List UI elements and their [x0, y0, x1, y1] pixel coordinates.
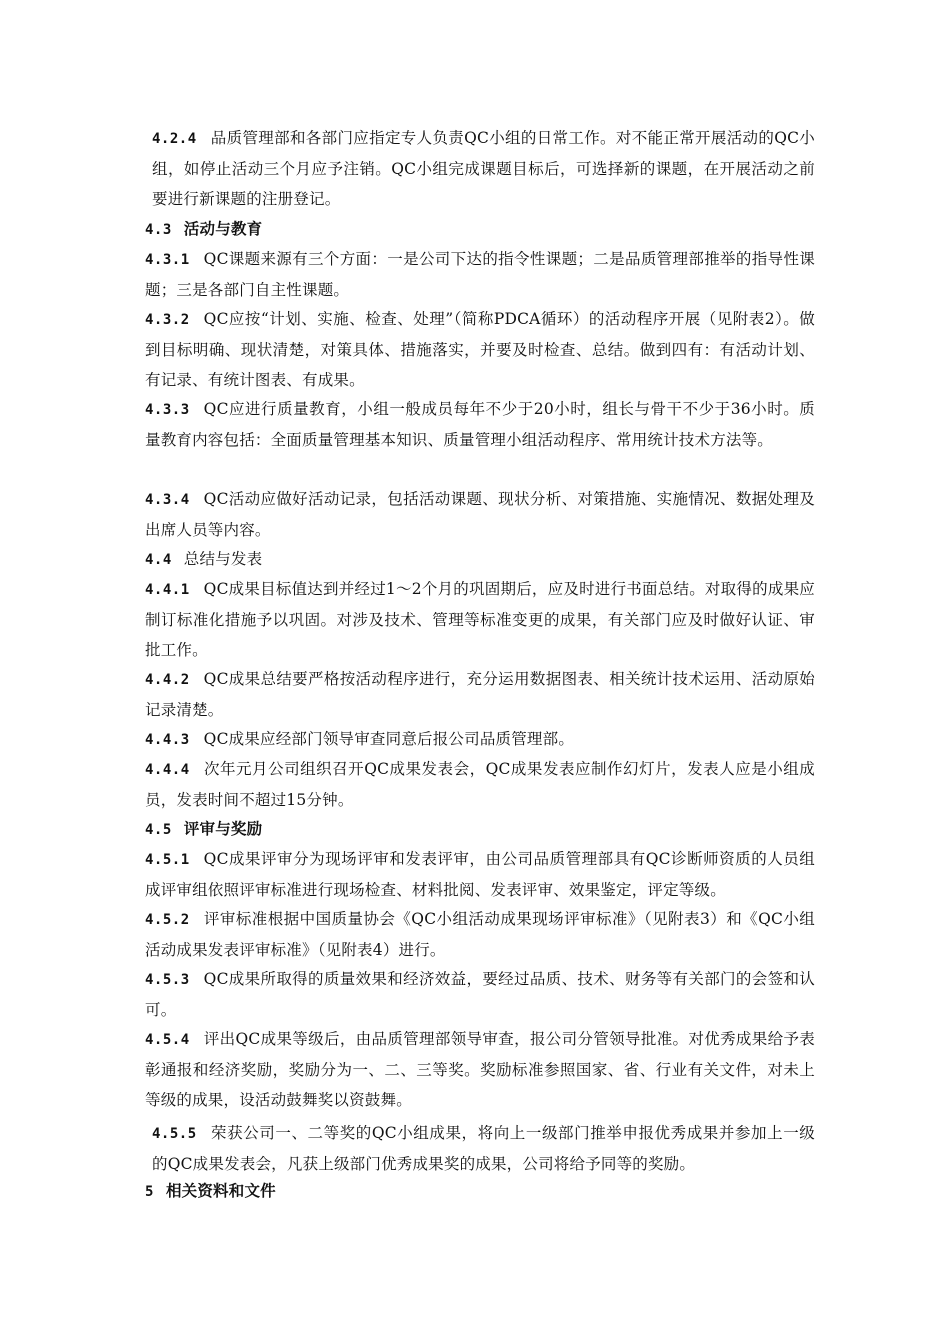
- clause-number: 4.4.3: [145, 732, 190, 748]
- section-title: 总结与发表: [183, 550, 263, 568]
- clause-4-3-3: [145, 394, 815, 455]
- clause-text: 次年元月公司组织召开QC成果发表会，QC成果发表应制作幻灯片，发表人应是小组成员，发表时间不超过15分钟。: [145, 760, 815, 809]
- clause-text: 评出QC成果等级后，由品质管理部领导审查，报公司分管领导批准。对优秀成果给予表彰通报和经济奖励，奖励分为一、二、三等奖。奖励标准参照国家、省、行业有关文件，对未上等级的成果，设活动鼓舞奖以资鼓舞。: [145, 1030, 815, 1109]
- section-number: 4.3: [145, 222, 172, 238]
- clause-number: 4.5.5: [152, 1126, 197, 1142]
- section-title: 评审与奖励: [183, 819, 263, 838]
- clause-number: 4.4.2: [145, 672, 190, 688]
- clause-4-4-2: [145, 664, 815, 725]
- clause-4-4-4: [145, 754, 815, 815]
- section-heading-4-4: [145, 544, 815, 575]
- section-title: 相关资料和文件: [165, 1181, 276, 1200]
- section-number: 4.5: [145, 822, 172, 838]
- clause-4-3-1: [145, 244, 815, 305]
- clause-number: 4.3.1: [145, 252, 190, 268]
- clause-4-4-3: [145, 724, 815, 755]
- clause-text: 评审标准根据中国质量协会《QC小组活动成果现场评审标准》（见附表3）和《QC小组活动成果发表评审标准》（见附表4）进行。: [145, 910, 815, 959]
- clause-text: QC成果所取得的质量效果和经济效益，要经过品质、技术、财务等有关部门的会签和认可。: [145, 970, 815, 1019]
- clause-text: QC应按“计划、实施、检查、处理”（简称PDCA循环）的活动程序开展（见附表2）。做到目标明确、现状清楚，对策具体、措施落实，并要及时检查、总结。做到四有：有活动计划、有记录、有统计图表、有成果。: [145, 310, 815, 389]
- clause-4-5-5: [152, 1118, 815, 1179]
- section-heading-5: [145, 1176, 815, 1207]
- clause-4-5-3: [145, 964, 815, 1025]
- clause-text: QC成果目标值达到并经过1～2个月的巩固期后，应及时进行书面总结。对取得的成果应制订标准化措施予以巩固。对涉及技术、管理等标准变更的成果，有关部门应及时做好认证、审批工作。: [145, 580, 815, 659]
- clause-number: 4.5.3: [145, 972, 190, 988]
- clause-text: 荣获公司一、二等奖的QC小组成果，将向上一级部门推举申报优秀成果并参加上一级的QC成果发表会，凡获上级部门优秀成果奖的成果，公司将给予同等的奖励。: [152, 1124, 815, 1173]
- section-heading-4-5: [145, 814, 815, 845]
- clause-number: 4.4.1: [145, 582, 190, 598]
- clause-4-5-4: [145, 1024, 815, 1115]
- clause-number: 4.4.4: [145, 762, 190, 778]
- clause-number: 4.5.1: [145, 852, 190, 868]
- clause-number: 4.5.2: [145, 912, 190, 928]
- clause-text: QC成果评审分为现场评审和发表评审，由公司品质管理部具有QC诊断师资质的人员组成评审组依照评审标准进行现场检查、材料批阅、发表评审、效果鉴定，评定等级。: [145, 850, 815, 899]
- clause-number: 4.3.4: [145, 492, 190, 508]
- section-number: 4.4: [145, 552, 172, 568]
- section-heading-4-3: [145, 214, 815, 245]
- clause-text: QC活动应做好活动记录，包括活动课题、现状分析、对策措施、实施情况、数据处理及出席人员等内容。: [145, 490, 815, 539]
- clause-4-3-4: [145, 484, 815, 545]
- clause-number: 4.3.3: [145, 402, 190, 418]
- section-title: 活动与教育: [183, 219, 263, 238]
- clause-number: 4.3.2: [145, 312, 190, 328]
- clause-4-5-2: [145, 904, 815, 965]
- clause-4-2-4: [152, 123, 815, 214]
- clause-4-5-1: [145, 844, 815, 905]
- clause-text: QC课题来源有三个方面：一是公司下达的指令性课题；二是品质管理部推举的指导性课题；三是各部门自主性课题。: [145, 250, 815, 299]
- clause-text: QC成果总结要严格按活动程序进行，充分运用数据图表、相关统计技术运用、活动原始记录清楚。: [145, 670, 815, 719]
- clause-number: 4.5.4: [145, 1032, 190, 1048]
- clause-text: QC应进行质量教育，小组一般成员每年不少于20小时，组长与骨干不少于36小时。质量教育内容包括：全面质量管理基本知识、质量管理小组活动程序、常用统计技术方法等。: [145, 400, 815, 449]
- section-number: 5: [145, 1184, 154, 1200]
- clause-4-4-1: [145, 574, 815, 665]
- clause-4-3-2: [145, 304, 815, 395]
- clause-text: QC成果应经部门领导审查同意后报公司品质管理部。: [203, 730, 575, 748]
- clause-text: 品质管理部和各部门应指定专人负责QC小组的日常工作。对不能正常开展活动的QC小组，如停止活动三个月应予注销。QC小组完成课题目标后，可选择新的课题，在开展活动之前要进行新课题的注册登记。: [152, 129, 815, 208]
- clause-number: 4.2.4: [152, 131, 197, 147]
